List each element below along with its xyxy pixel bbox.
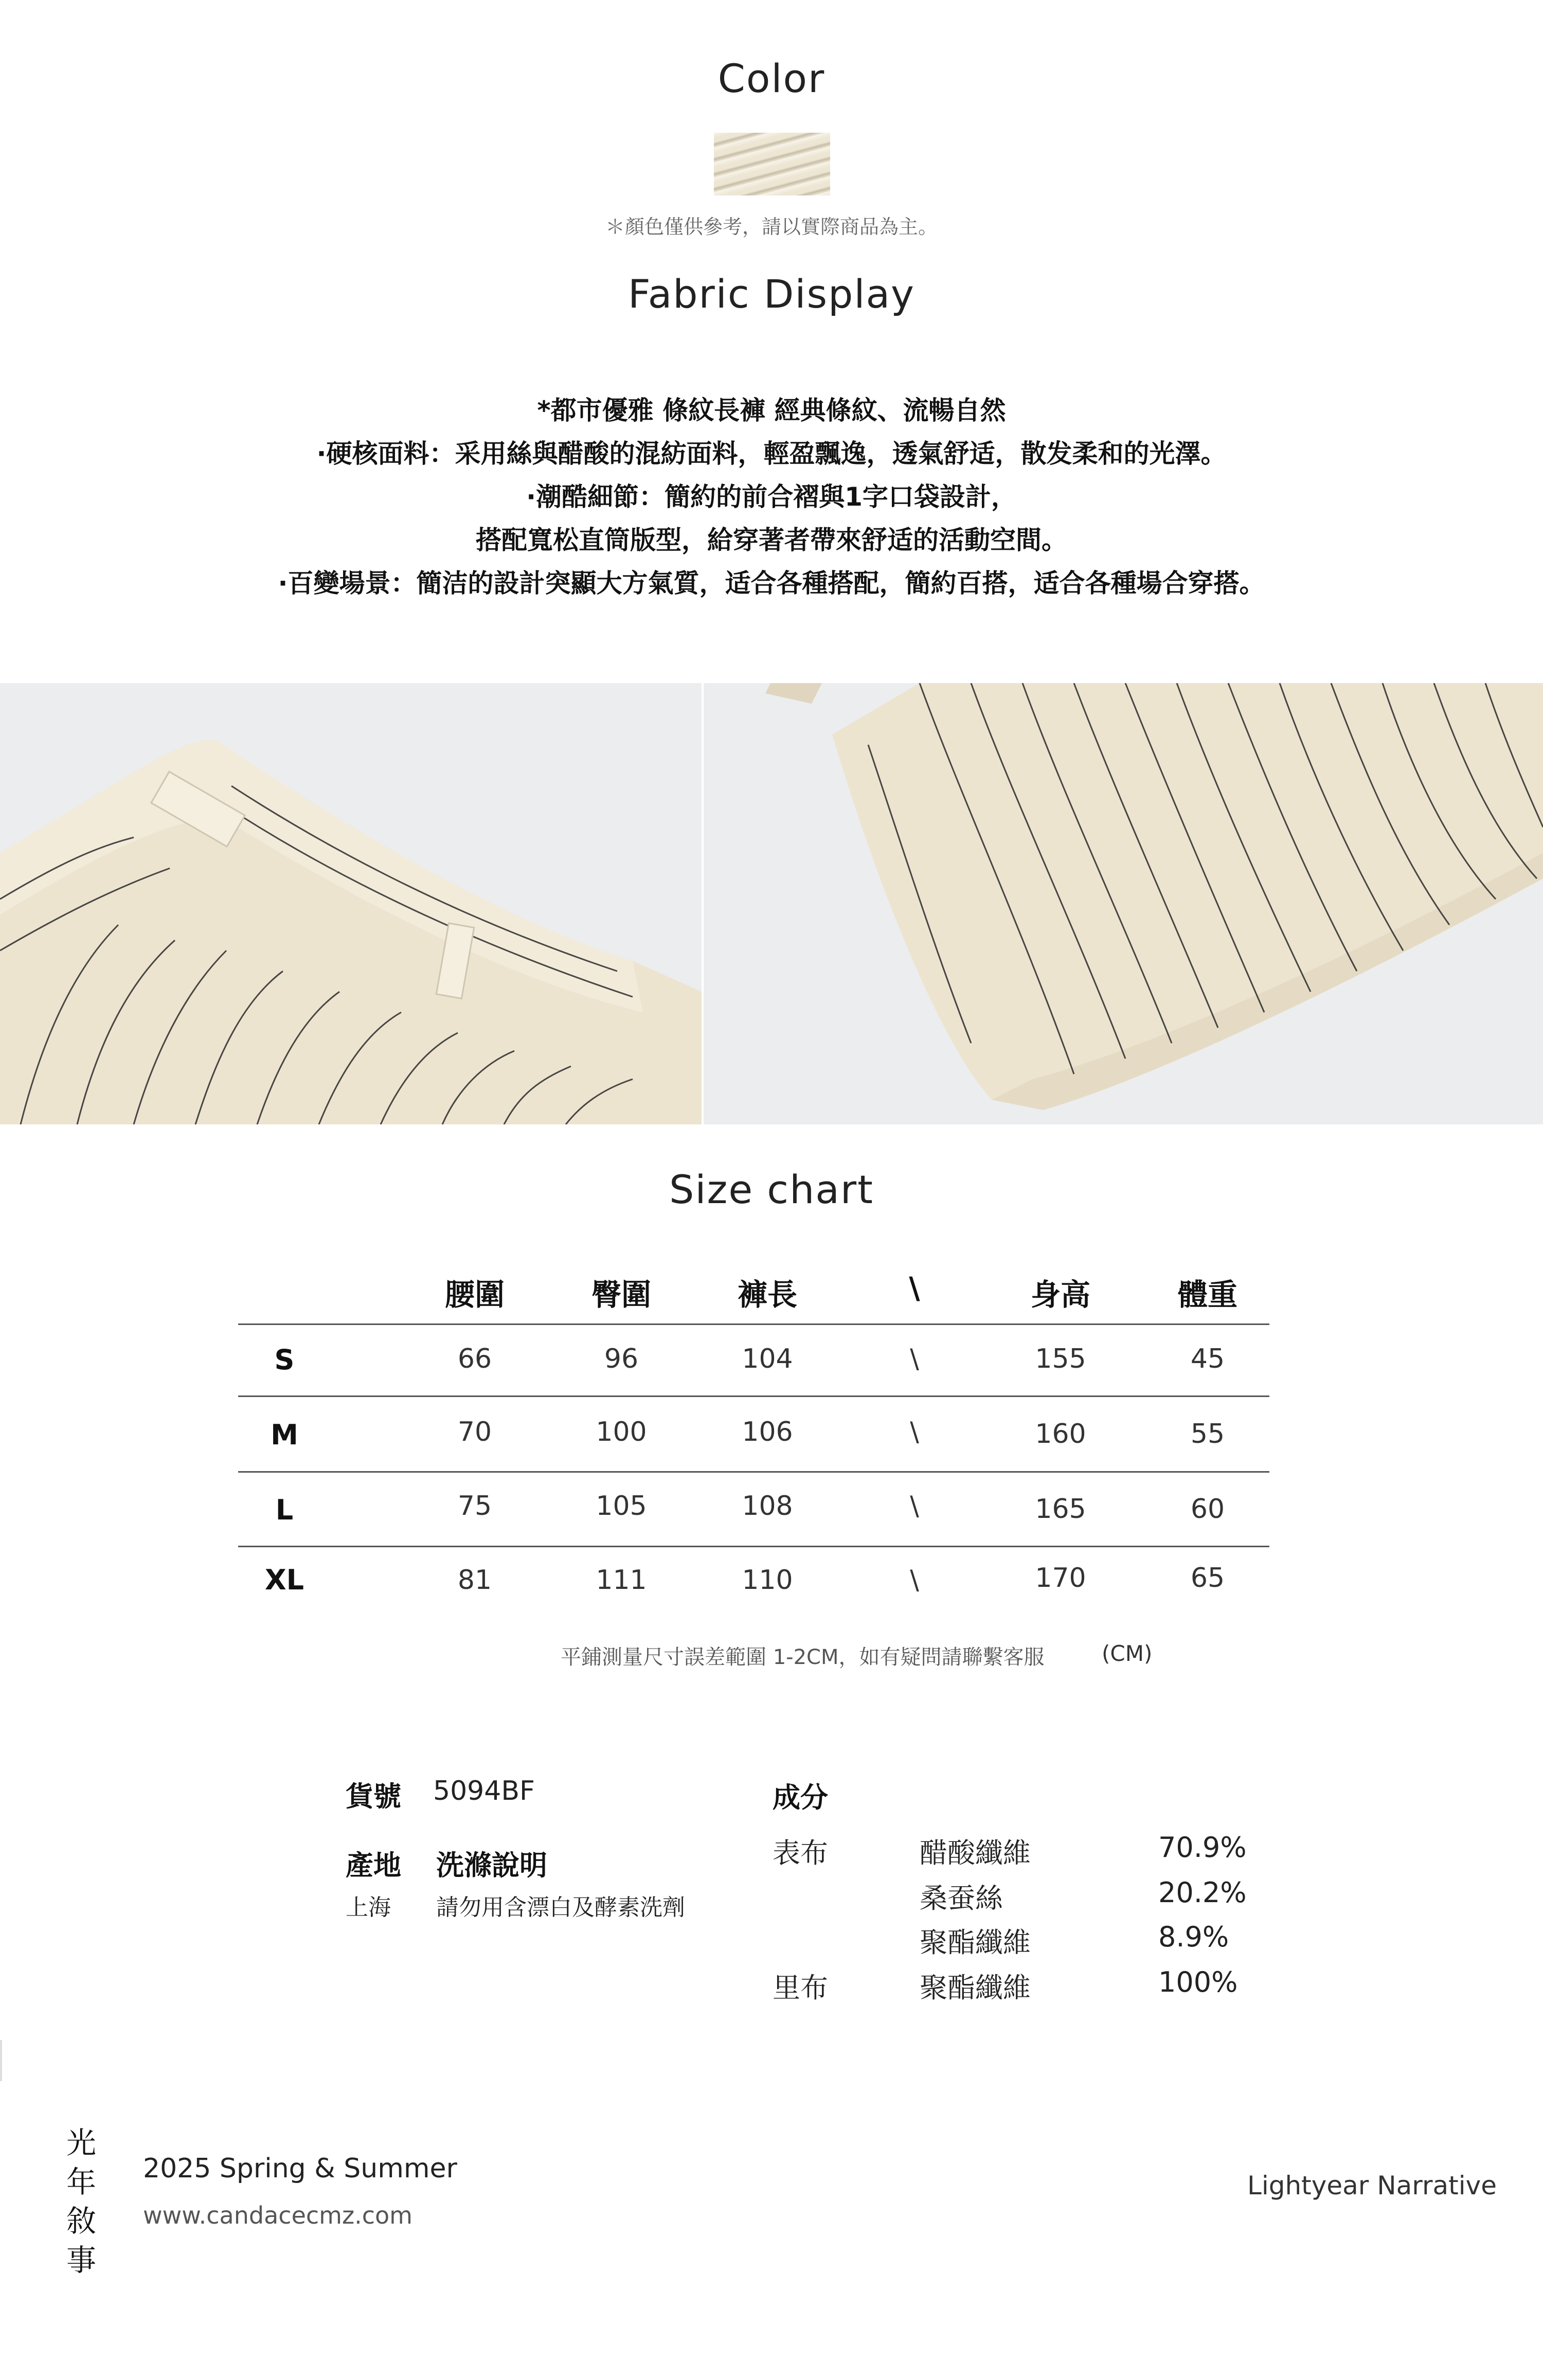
- origin-value: 上海: [346, 1894, 391, 1921]
- cell-separator: \: [910, 1344, 919, 1374]
- header-hip: 臀圍: [591, 1277, 651, 1312]
- size-note: 平鋪測量尺寸誤差範圍 1-2CM，如有疑問請聯繫客服: [561, 1645, 1045, 1669]
- cell-length: 110: [742, 1565, 793, 1596]
- cell-separator: \: [910, 1565, 919, 1596]
- fabric-photo-hem: [704, 683, 1543, 1124]
- header-length: 褲長: [737, 1277, 797, 1312]
- header-separator: \: [909, 1270, 920, 1305]
- cell-weight: 60: [1190, 1494, 1225, 1525]
- brand-char: 年: [66, 2164, 96, 2199]
- cell-hip: 111: [596, 1565, 647, 1596]
- brand-char: 光: [66, 2125, 96, 2160]
- fabric-photo-waistband: [0, 683, 702, 1124]
- brand-char: 敘: [66, 2204, 96, 2239]
- cell-hip: 100: [596, 1417, 647, 1447]
- size-chart-title: Size chart: [669, 1167, 874, 1212]
- table-rule: [238, 1471, 1269, 1473]
- cell-waist: 75: [457, 1491, 492, 1522]
- composition-part-lining: 里布: [773, 1972, 828, 2004]
- sku-value: 5094BF: [433, 1776, 535, 1806]
- fabric-description-line: ·潮酷細節：簡約的前合褶與1字口袋設計，: [526, 482, 1017, 512]
- cell-separator: \: [910, 1417, 919, 1447]
- composition-material: 醋酸纖維: [920, 1837, 1031, 1869]
- cell-hip: 96: [604, 1344, 639, 1374]
- cell-length: 106: [742, 1417, 793, 1447]
- composition-material: 桑蚕絲: [920, 1882, 1003, 1914]
- origin-label: 產地: [346, 1849, 401, 1882]
- fabric-description-line: ·硬核面料：采用絲與醋酸的混紡面料，輕盈飄逸，透氣舒适，散发柔和的光澤。: [316, 439, 1227, 469]
- fabric-description-line: 搭配寬松直筒版型，給穿著者帶來舒适的活動空間。: [476, 525, 1067, 555]
- composition-material: 聚酯纖維: [920, 1926, 1031, 1959]
- brand-logo-vertical: [66, 2123, 97, 2280]
- color-title: Color: [717, 56, 826, 101]
- cell-height: 170: [1035, 1563, 1086, 1594]
- composition-percent: 70.9%: [1158, 1831, 1247, 1864]
- header-height: 身高: [1030, 1277, 1090, 1312]
- wash-value: 請勿用含漂白及酵素洗劑: [436, 1894, 685, 1921]
- cell-height: 165: [1035, 1494, 1086, 1525]
- cell-waist: 81: [457, 1565, 492, 1596]
- composition-title: 成分: [773, 1781, 828, 1814]
- website-link[interactable]: www.candacecmz.com: [143, 2202, 412, 2229]
- color-swatch[interactable]: [714, 133, 830, 195]
- season-label: 2025 Spring & Summer: [143, 2153, 457, 2184]
- cell-length: 104: [742, 1344, 793, 1374]
- cell-hip: 105: [596, 1491, 647, 1522]
- cell-weight: 55: [1190, 1419, 1225, 1450]
- cell-height: 155: [1035, 1344, 1086, 1374]
- cell-weight: 65: [1190, 1563, 1225, 1594]
- composition-percent: 20.2%: [1158, 1876, 1247, 1909]
- color-note: ＊顏色僅供參考，請以實際商品為主。: [605, 216, 938, 238]
- composition-percent: 100%: [1158, 1966, 1238, 1998]
- cell-length: 108: [742, 1491, 793, 1522]
- composition-percent: 8.9%: [1158, 1921, 1229, 1953]
- table-rule: [238, 1546, 1269, 1547]
- fabric-title: Fabric Display: [628, 271, 915, 317]
- table-rule: [238, 1395, 1269, 1397]
- cell-weight: 45: [1190, 1344, 1225, 1374]
- brand-char: 事: [66, 2243, 96, 2278]
- cell-waist: 66: [457, 1344, 492, 1374]
- edge-mark: [0, 2040, 2, 2081]
- row-size-label: S: [274, 1344, 295, 1376]
- table-rule: [238, 1323, 1269, 1325]
- sku-label: 貨號: [346, 1780, 401, 1813]
- composition-part-shell: 表布: [773, 1837, 828, 1869]
- fabric-description-line: ·百變場景：簡洁的設計突顯大方氣質，适合各種搭配，簡約百搭，适合各種場合穿搭。: [278, 568, 1265, 598]
- brand-name-en: Lightyear Narrative: [1247, 2171, 1497, 2200]
- row-size-label: XL: [264, 1564, 304, 1596]
- row-size-label: L: [275, 1494, 294, 1526]
- header-weight: 體重: [1177, 1277, 1237, 1312]
- composition-material: 聚酯纖維: [920, 1972, 1031, 2004]
- cell-waist: 70: [457, 1417, 492, 1447]
- cell-separator: \: [910, 1491, 919, 1522]
- row-size-label: M: [271, 1419, 298, 1451]
- header-waist: 腰圍: [444, 1277, 505, 1312]
- wash-label: 洗滌說明: [436, 1849, 547, 1882]
- cell-height: 160: [1035, 1419, 1086, 1450]
- fabric-description-line: *都市優雅 條紋長褲 經典條紋、流暢自然: [537, 396, 1006, 425]
- size-unit: (CM): [1102, 1641, 1153, 1666]
